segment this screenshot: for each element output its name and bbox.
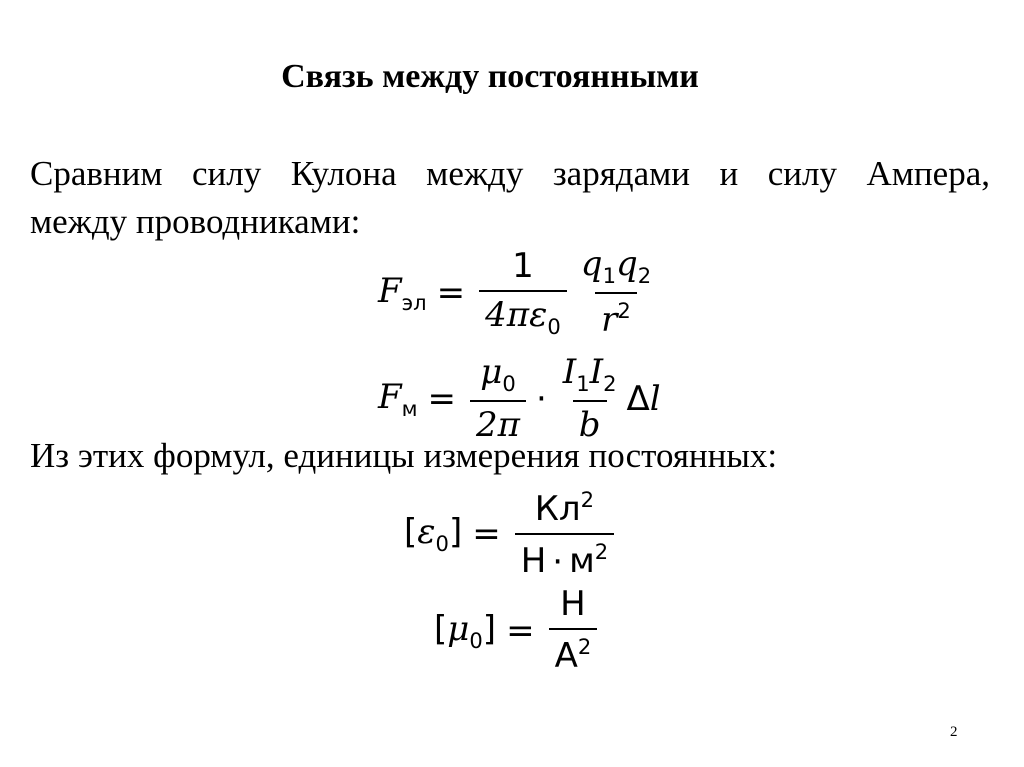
mu-subscript: 0 [469,627,483,653]
slide-title: Связь между постоянными [281,58,699,95]
charges-over-distance-fraction [575,246,657,340]
fraction-denominator [479,290,567,338]
den-text: 4πε [485,294,548,335]
force-subscript: эл [401,289,427,315]
mu-lhs [434,609,496,653]
current-symbol: I [562,352,577,392]
mu-symbol: μ [447,608,470,649]
unit-ampere: А [554,636,578,677]
unit-coulomb: Кл [534,489,581,530]
charge-subscript: 2 [637,263,652,288]
multiply-dot: · [535,379,547,420]
length-symbol: l [649,379,661,420]
mu-symbol: μ [480,352,503,392]
exponent: 2 [577,634,592,660]
fraction-numerator [575,246,657,292]
epsilon-subscript: 0 [435,531,449,557]
current-symbol: I [589,352,604,392]
den-text: 2π [476,405,520,446]
fraction-denominator [549,628,598,675]
bracket-close: ] [482,608,497,649]
length-element [627,379,661,419]
fraction-numerator [529,488,600,533]
distance-symbol: r [601,300,618,341]
bracket-close: ] [448,512,463,553]
unit-newton: Н [520,541,547,582]
ampere-lhs [378,377,418,421]
epsilon-lhs [404,512,462,556]
fraction-denominator [595,292,637,339]
equals-sign: = [436,272,466,313]
den-subscript: 0 [547,313,561,339]
multiply-dot: · [552,541,564,582]
exponent: 2 [580,487,595,512]
fraction-numerator [474,354,522,400]
intro-line-1: Сравним силу Кулона между зарядами и силу Ампера, [30,154,990,193]
fraction-denominator [515,533,614,580]
ampere-force-formula [378,354,661,445]
force-symbol: F [378,270,402,311]
charge-subscript: 1 [602,263,616,288]
mu-over-2pi-fraction [470,354,526,445]
mu-units-formula [434,586,601,676]
equals-sign: = [472,514,501,555]
coulomb-constant-fraction [479,245,567,339]
exponent: 2 [594,539,609,565]
equals-sign: = [506,610,535,651]
fraction-numerator [557,354,623,400]
charge-symbol: q [615,244,638,284]
units-intro: Из этих формул, единицы измерения постоянных: [30,436,778,475]
equals-sign: = [427,379,456,420]
fraction-numerator: Н [560,584,586,624]
epsilon-units-formula [404,488,618,581]
epsilon-units-fraction [515,488,614,581]
fraction-numerator: 1 [512,245,534,286]
coulomb-force-formula [378,246,661,340]
current-subscript: 1 [576,371,590,396]
intro-line-2: между проводниками: [30,202,361,241]
charge-symbol: q [580,244,603,284]
page-number: 2 [950,724,958,740]
delta-symbol: Δ [626,379,650,420]
force-symbol: F [378,377,402,418]
distance-symbol: b [578,405,601,446]
current-subscript: 2 [603,371,617,396]
mu-units-fraction [549,586,598,676]
exponent: 2 [617,298,631,324]
currents-over-distance-fraction [557,354,623,445]
bracket-open: [ [404,512,418,553]
mu-subscript: 0 [502,371,516,396]
epsilon-symbol: ε [417,512,436,553]
coulomb-lhs [378,271,427,315]
force-subscript: м [401,396,418,422]
unit-meter: м [569,541,595,582]
bracket-open: [ [434,608,448,649]
